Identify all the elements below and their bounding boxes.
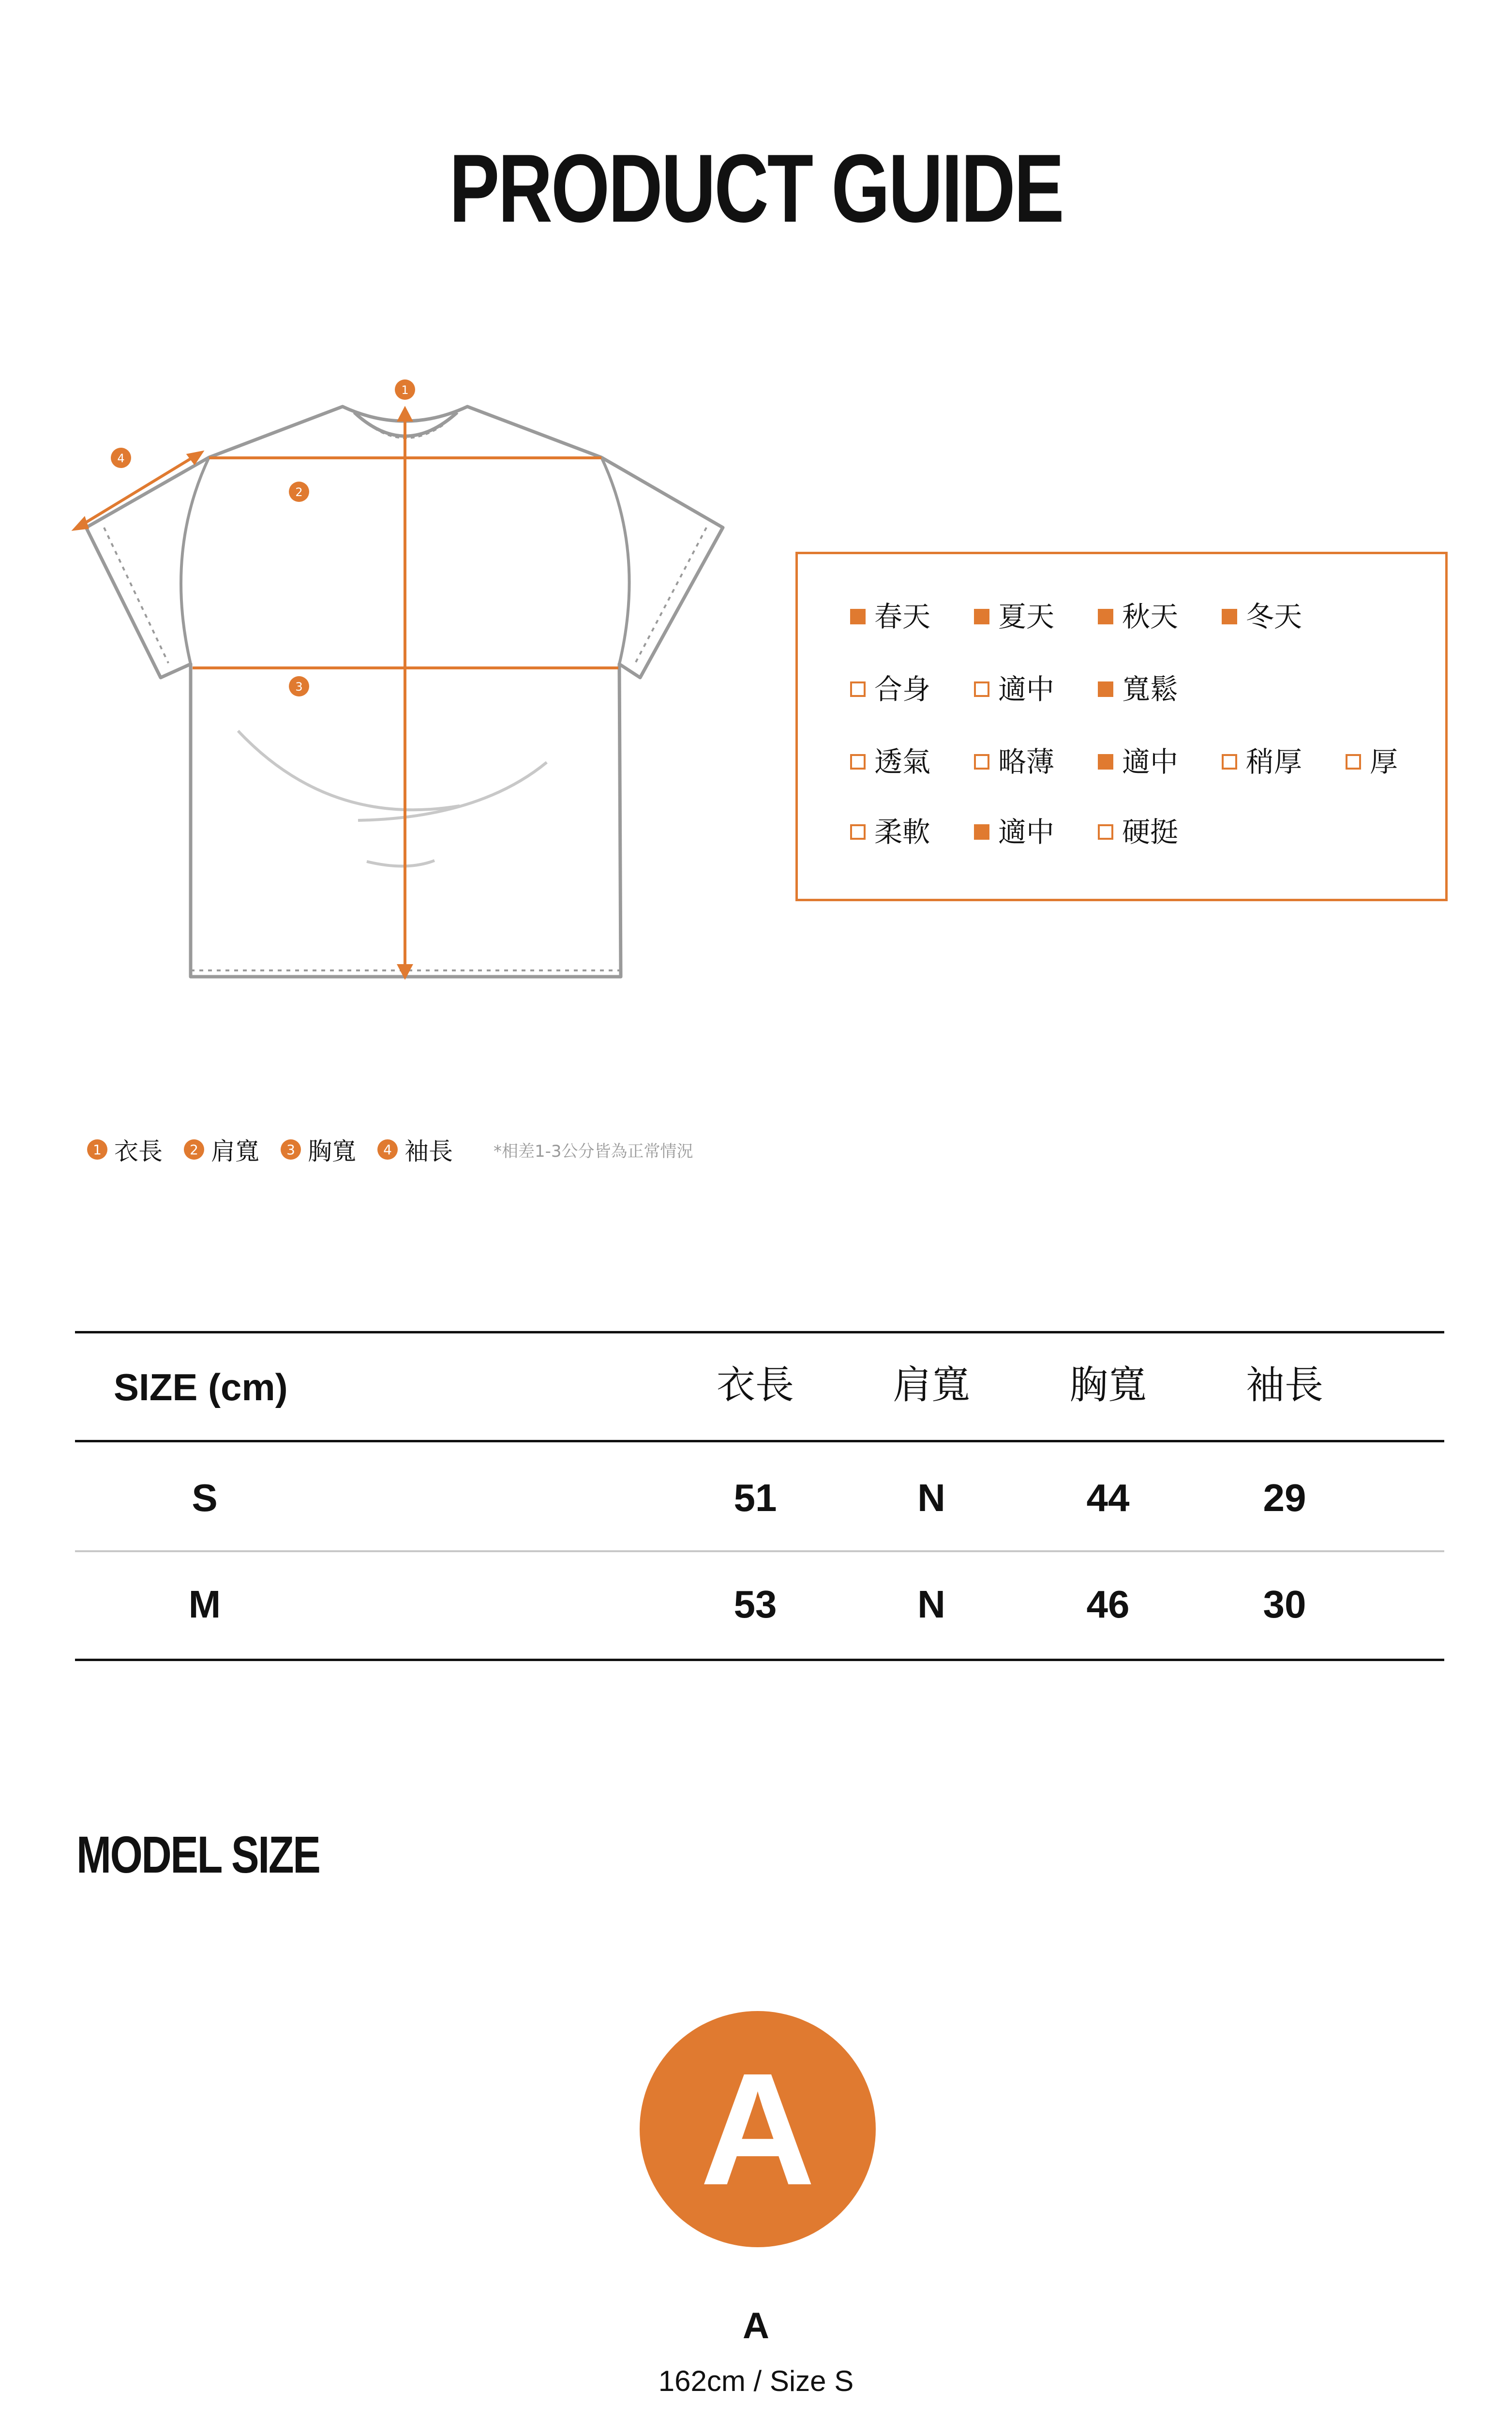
option-label: 合身 [874, 673, 931, 706]
checkbox-icon [850, 609, 866, 624]
checkbox-icon [850, 824, 866, 840]
checkbox-icon [1222, 754, 1237, 770]
option-label: 適中 [998, 816, 1055, 848]
marker-2-label: 2 [295, 485, 303, 499]
option-thin [974, 745, 1055, 778]
page-title: PRODUCT GUIDE [449, 135, 1063, 242]
legend-label: 衣長 [114, 1137, 163, 1165]
table-cell-size: S [192, 1476, 218, 1519]
number-badge: 1 [87, 1139, 107, 1160]
legend-item [184, 1132, 259, 1167]
option-summer [974, 600, 1055, 633]
tolerance-note: *相差1-3公分皆為正常情況 [494, 1141, 693, 1161]
option-label: 厚 [1370, 745, 1398, 778]
table-cell: 53 [734, 1583, 777, 1626]
option-autumn [1098, 600, 1179, 633]
checkbox-icon [974, 681, 989, 697]
column-header-sleeve: 袖長 [1246, 1362, 1323, 1407]
column-header-chest: 胸寬 [1069, 1362, 1147, 1407]
table-cell: N [917, 1476, 945, 1519]
option-label: 春天 [874, 600, 931, 633]
table-cell: 29 [1263, 1476, 1306, 1519]
option-soft [850, 818, 930, 846]
option-winter [1222, 600, 1302, 633]
checkbox-icon [1098, 681, 1113, 697]
checkbox-icon [1098, 609, 1113, 624]
option-spring [850, 600, 931, 633]
table-cell-size: M [188, 1583, 221, 1626]
model-size-heading: MODEL SIZE [76, 1825, 320, 1884]
option-label: 稍厚 [1246, 745, 1302, 778]
table-top-rule [75, 1331, 1444, 1333]
option-label: 冬天 [1246, 600, 1302, 633]
legend-item [281, 1132, 356, 1167]
option-label: 秋天 [1122, 600, 1179, 633]
checkbox-icon [850, 681, 866, 697]
number-badge: 2 [184, 1139, 204, 1160]
header-rule [75, 1440, 1444, 1442]
option-label: 透氣 [874, 745, 931, 778]
column-header-length: 衣長 [717, 1362, 794, 1407]
option-label: 寬鬆 [1122, 673, 1179, 706]
column-header-size: SIZE (cm) [114, 1366, 288, 1408]
option-thick [1346, 745, 1398, 778]
attribute-panel [795, 552, 1448, 901]
option-label: 柔軟 [874, 816, 931, 848]
checkbox-icon [1098, 824, 1113, 840]
checkbox-icon [850, 754, 866, 770]
model-name: A [743, 2305, 769, 2346]
legend-label: 肩寬 [211, 1137, 259, 1165]
option-breathable [850, 745, 931, 778]
number-badge: 3 [281, 1139, 301, 1160]
table-cell: 46 [1086, 1583, 1130, 1626]
avatar-letter: A [700, 2040, 816, 2218]
marker-4-label: 4 [117, 452, 125, 465]
table-cell: 51 [734, 1476, 777, 1519]
option-fit-slim [850, 673, 931, 706]
option-thicker [1222, 745, 1302, 778]
legend-item [377, 1132, 453, 1167]
option-fit-loose [1098, 673, 1179, 706]
option-texture-medium [974, 818, 1054, 846]
option-label: 硬挺 [1122, 816, 1179, 848]
option-medium [1098, 745, 1179, 778]
sleeve-line [77, 454, 198, 528]
option-label: 夏天 [998, 600, 1055, 633]
checkbox-icon [1098, 754, 1113, 770]
option-stiff [1098, 818, 1178, 846]
legend-label: 袖長 [404, 1137, 453, 1165]
shirt-diagram [68, 368, 745, 1002]
table-cell: 44 [1086, 1476, 1130, 1519]
marker-3-label: 3 [295, 680, 303, 694]
checkbox-icon [974, 609, 989, 624]
option-label: 適中 [998, 673, 1055, 706]
model-avatar [640, 2011, 876, 2247]
checkbox-icon [974, 754, 989, 770]
checkbox-icon [1222, 609, 1237, 624]
column-header-shoulder: 肩寬 [893, 1362, 970, 1407]
checkbox-icon [974, 824, 989, 840]
option-label: 略薄 [998, 745, 1055, 778]
option-label: 適中 [1122, 745, 1179, 778]
number-badge: 4 [377, 1139, 398, 1160]
checkbox-icon [1346, 754, 1361, 770]
table-bottom-rule [75, 1659, 1444, 1661]
row-divider [75, 1550, 1444, 1552]
table-cell: 30 [1263, 1583, 1306, 1626]
legend-label: 胸寬 [308, 1137, 356, 1165]
option-fit-regular [974, 673, 1055, 706]
model-info: 162cm / Size S [658, 2365, 854, 2397]
legend-item [87, 1132, 163, 1167]
table-cell: N [917, 1583, 945, 1626]
marker-1-label: 1 [401, 383, 409, 397]
measurement-legend [87, 1135, 693, 1164]
